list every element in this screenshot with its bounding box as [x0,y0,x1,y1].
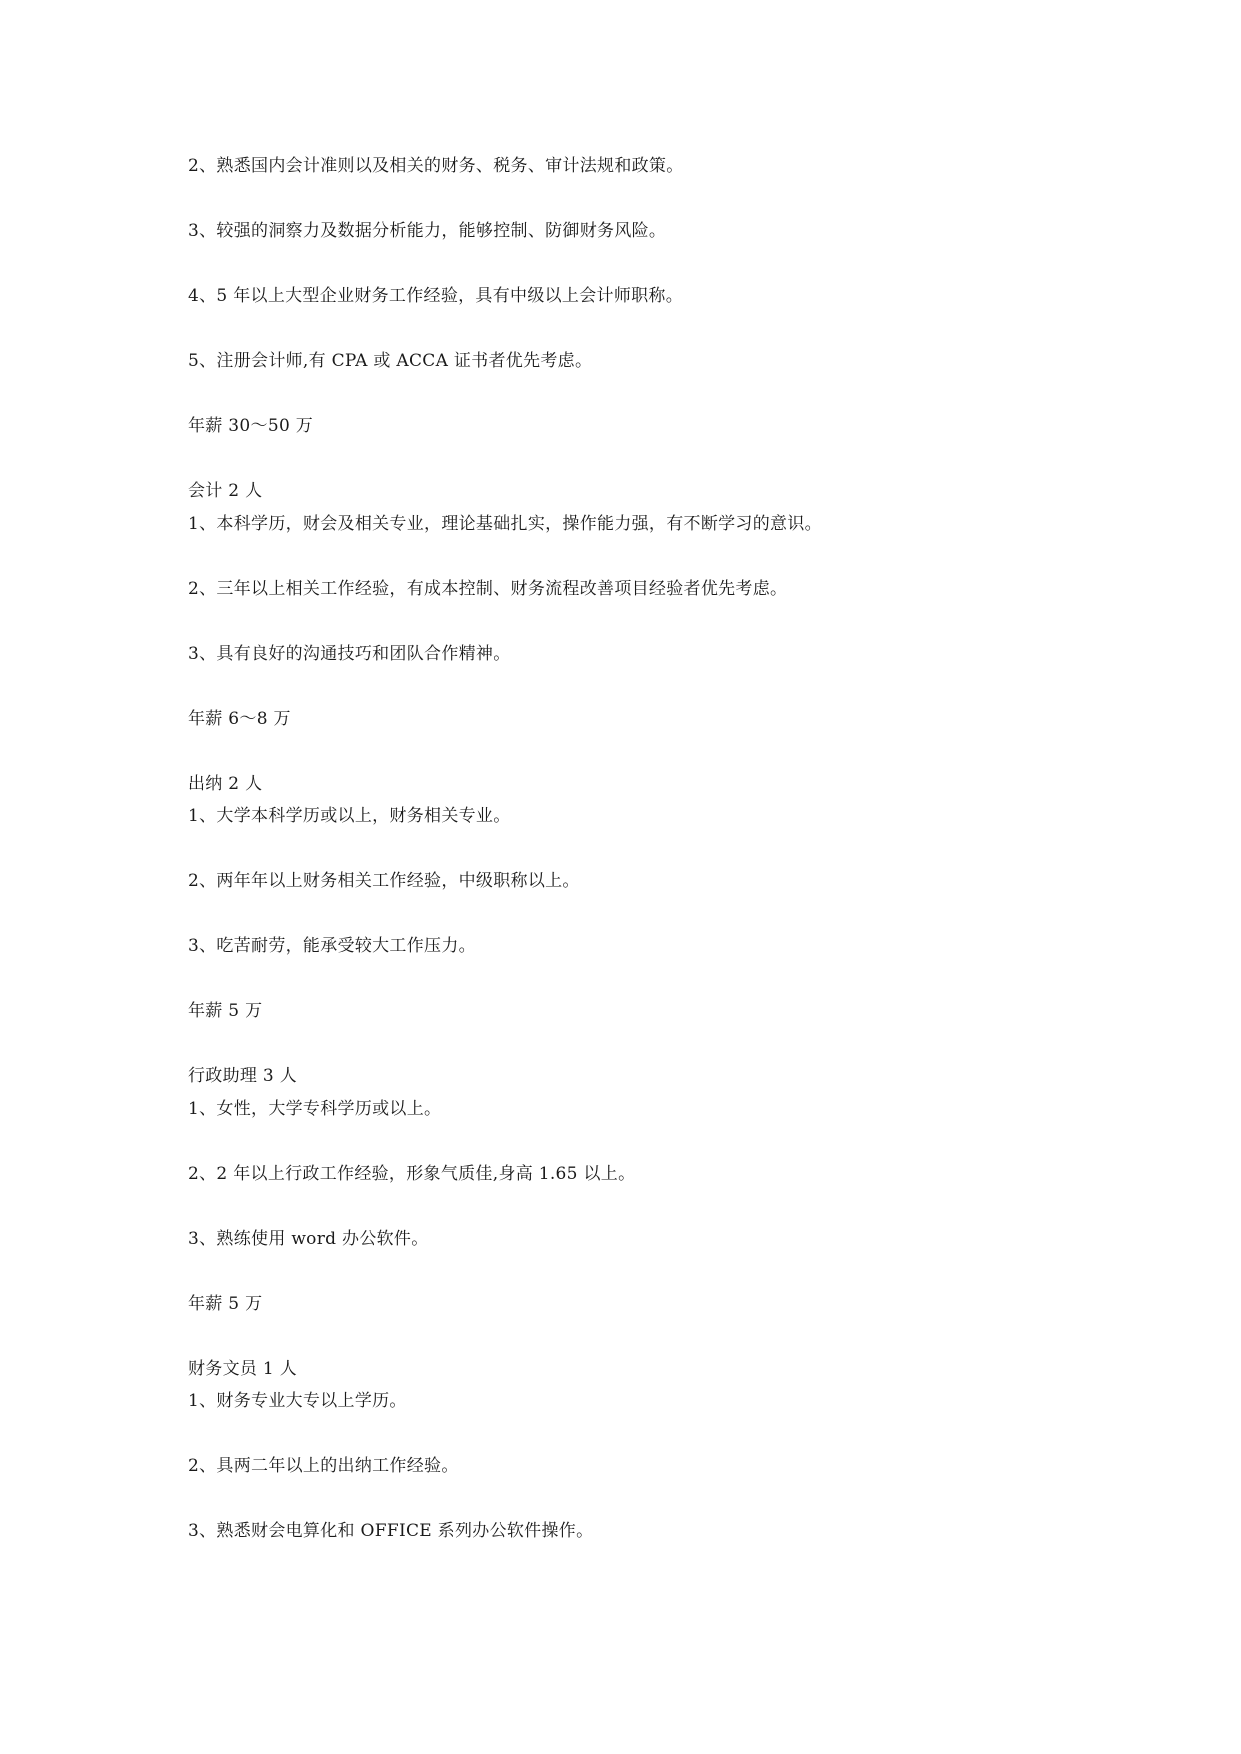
requirement-item: 2、三年以上相关工作经验，有成本控制、财务流程改善项目经验者优先考虑。 [188,579,788,599]
position-heading: 会计 2 人 [188,481,263,501]
requirement-item: 1、大学本科学历或以上，财务相关专业。 [188,806,511,826]
requirement-item: 5、注册会计师,有 CPA 或 ACCA 证书者优先考虑。 [188,351,593,371]
requirement-item: 3、较强的洞察力及数据分析能力，能够控制、防御财务风险。 [188,221,667,241]
requirement-item: 1、财务专业大专以上学历。 [188,1391,407,1411]
requirement-item: 3、熟练使用 word 办公软件。 [188,1229,429,1249]
salary-line: 年薪 5 万 [188,1001,263,1021]
requirement-item: 3、吃苦耐劳，能承受较大工作压力。 [188,936,476,956]
requirement-item: 2、熟悉国内会计准则以及相关的财务、税务、审计法规和政策。 [188,156,684,176]
requirement-item: 1、女性，大学专科学历或以上。 [188,1099,442,1119]
position-heading: 财务文员 1 人 [188,1359,298,1379]
requirement-item: 1、本科学历，财会及相关专业，理论基础扎实，操作能力强，有不断学习的意识。 [188,514,822,534]
requirement-item: 3、熟悉财会电算化和 OFFICE 系列办公软件操作。 [188,1521,594,1541]
position-heading: 行政助理 3 人 [188,1066,298,1086]
salary-line: 年薪 6～8 万 [188,709,291,729]
requirement-item: 2、2 年以上行政工作经验，形象气质佳,身高 1.65 以上。 [188,1164,636,1184]
requirement-item: 4、5 年以上大型企业财务工作经验，具有中级以上会计师职称。 [188,286,684,306]
requirement-item: 2、两年年以上财务相关工作经验，中级职称以上。 [188,871,580,891]
requirement-item: 3、具有良好的沟通技巧和团队合作精神。 [188,644,511,664]
requirement-item: 2、具两二年以上的出纳工作经验。 [188,1456,459,1476]
salary-line: 年薪 30～50 万 [188,416,314,436]
salary-line: 年薪 5 万 [188,1294,263,1314]
position-heading: 出纳 2 人 [188,774,263,794]
